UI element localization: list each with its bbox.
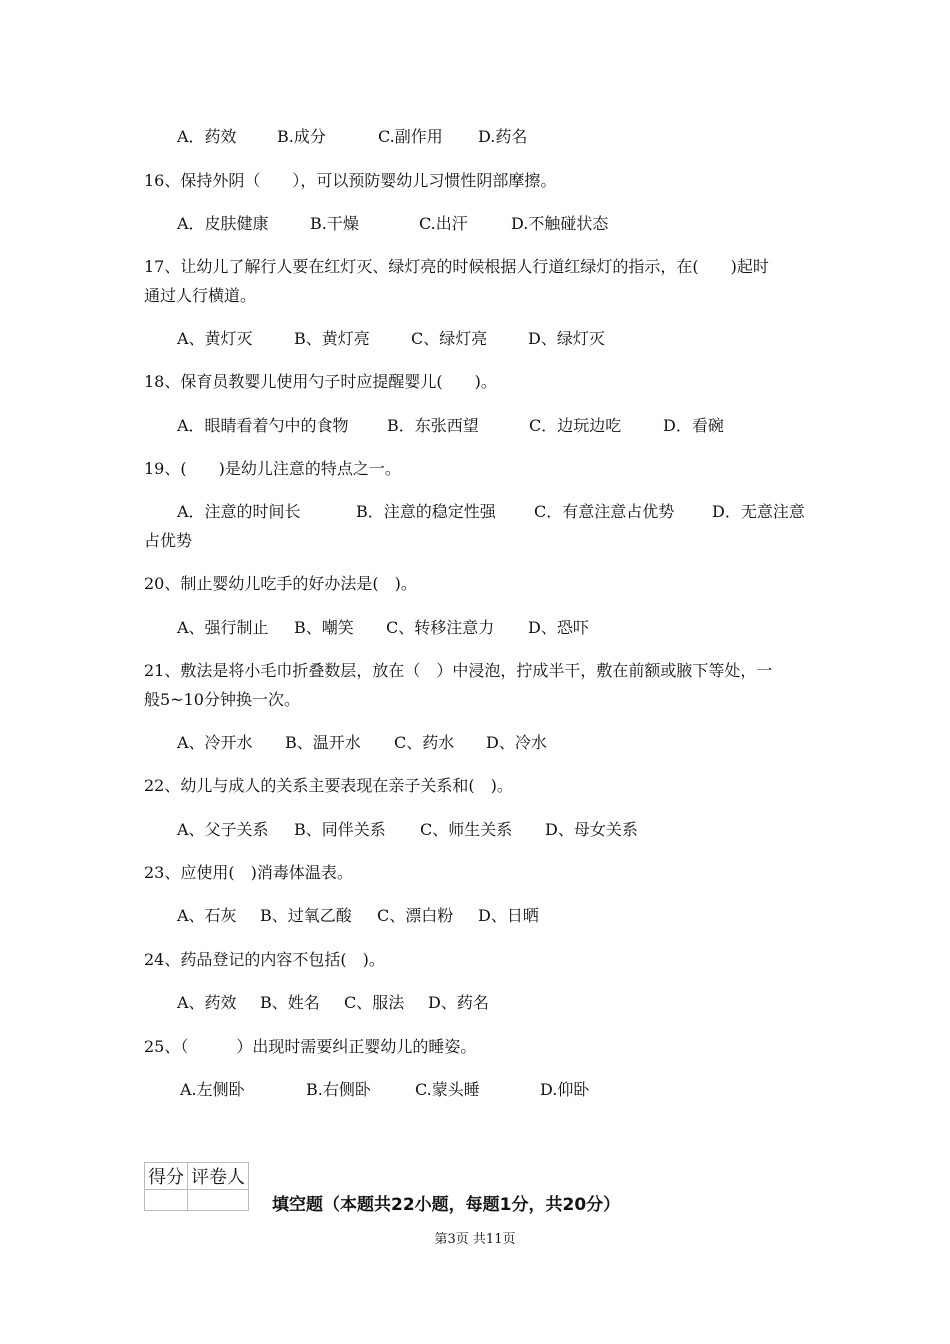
q19-option-d: D．无意注意 <box>712 502 805 521</box>
q16-option-b: B.干燥 <box>310 214 359 233</box>
q19-option-c: C．有意注意占优势 <box>534 502 675 521</box>
q18-option-c: C．边玩边吃 <box>529 416 622 435</box>
q16-option-d: D.不触碰状态 <box>511 214 609 233</box>
question-23: 23、应使用( )消毒体温表。 <box>144 863 353 882</box>
grader-label: 评卷人 <box>188 1163 249 1190</box>
question-18: 18、保育员教婴儿使用勺子时应提醒婴儿( )。 <box>144 372 497 391</box>
q24-option-b: B、姓名 <box>260 993 320 1012</box>
score-label: 得分 <box>145 1163 188 1190</box>
section-title: 填空题（本题共22小题，每题1分，共20分） <box>272 1195 621 1215</box>
q19-option-b: B．注意的稳定性强 <box>356 502 496 521</box>
q22-option-d: D、母女关系 <box>545 820 638 839</box>
q25-option-b: B.右侧卧 <box>306 1080 371 1099</box>
question-17: 17、让幼儿了解行人要在红灯灭、绿灯亮的时候根据人行道红绿灯的指示，在( )起时 <box>144 257 769 276</box>
q21-option-c: C、药水 <box>394 733 455 752</box>
q18-option-a: A．眼睛看着勺中的食物 <box>177 416 349 435</box>
q20-option-b: B、嘲笑 <box>294 618 354 637</box>
q16-option-c: C.出汗 <box>419 214 468 233</box>
question-19: 19、( )是幼儿注意的特点之一。 <box>144 459 401 478</box>
q22-option-a: A、父子关系 <box>177 820 269 839</box>
q15-option-a: A．药效 <box>177 127 237 146</box>
q21-option-a: A、冷开水 <box>177 733 253 752</box>
q19-option-d-cont: 占优势 <box>144 531 193 550</box>
question-24: 24、药品登记的内容不包括( )。 <box>144 950 385 969</box>
q23-option-b: B、过氧乙酸 <box>260 906 352 925</box>
score-cell <box>145 1190 188 1211</box>
q24-option-d: D、药名 <box>428 993 489 1012</box>
q23-option-c: C、漂白粉 <box>377 906 454 925</box>
q23-option-d: D、日晒 <box>478 906 539 925</box>
q18-option-d: D．看碗 <box>663 416 724 435</box>
q25-option-d: D.仰卧 <box>540 1080 590 1099</box>
q17-option-d: D、绿灯灭 <box>528 329 605 348</box>
question-21: 21、敷法是将小毛巾折叠数层，放在（ ）中浸泡，拧成半干，敷在前额或腋下等处，一 <box>144 661 773 680</box>
q22-option-b: B、同伴关系 <box>294 820 386 839</box>
q23-option-a: A、石灰 <box>177 906 237 925</box>
q15-option-b: B.成分 <box>277 127 326 146</box>
q17-option-a: A、黄灯灭 <box>177 329 253 348</box>
question-16: 16、保持外阴（ ），可以预防婴幼儿习惯性阴部摩擦。 <box>144 171 557 190</box>
q19-option-a: A．注意的时间长 <box>177 502 301 521</box>
question-20: 20、制止婴幼儿吃手的好办法是( )。 <box>144 574 417 593</box>
q20-option-c: C、转移注意力 <box>386 618 495 637</box>
question-25: 25、（ ）出现时需要纠正婴幼儿的睡姿。 <box>144 1037 477 1056</box>
q18-option-b: B．东张西望 <box>387 416 479 435</box>
page-footer: 第3页 共11页 <box>434 1232 516 1247</box>
grader-cell <box>188 1190 249 1211</box>
score-table <box>144 1162 249 1211</box>
question-21-cont: 般5~10分钟换一次。 <box>144 690 300 709</box>
q17-option-b: B、黄灯亮 <box>294 329 370 348</box>
q20-option-a: A、强行制止 <box>177 618 269 637</box>
q16-option-a: A．皮肤健康 <box>177 214 269 233</box>
q15-option-d: D.药名 <box>478 127 528 146</box>
q21-option-b: B、温开水 <box>285 733 361 752</box>
question-22: 22、幼儿与成人的关系主要表现在亲子关系和( )。 <box>144 776 513 795</box>
q17-option-c: C、绿灯亮 <box>411 329 488 348</box>
q25-option-c: C.蒙头睡 <box>415 1080 480 1099</box>
q24-option-a: A、药效 <box>177 993 237 1012</box>
q24-option-c: C、服法 <box>344 993 405 1012</box>
q22-option-c: C、师生关系 <box>420 820 513 839</box>
q25-option-a: A.左侧卧 <box>180 1080 245 1099</box>
question-17-cont: 通过人行横道。 <box>144 286 257 305</box>
q15-option-c: C.副作用 <box>378 127 443 146</box>
q21-option-d: D、冷水 <box>486 733 547 752</box>
q20-option-d: D、恐吓 <box>528 618 589 637</box>
